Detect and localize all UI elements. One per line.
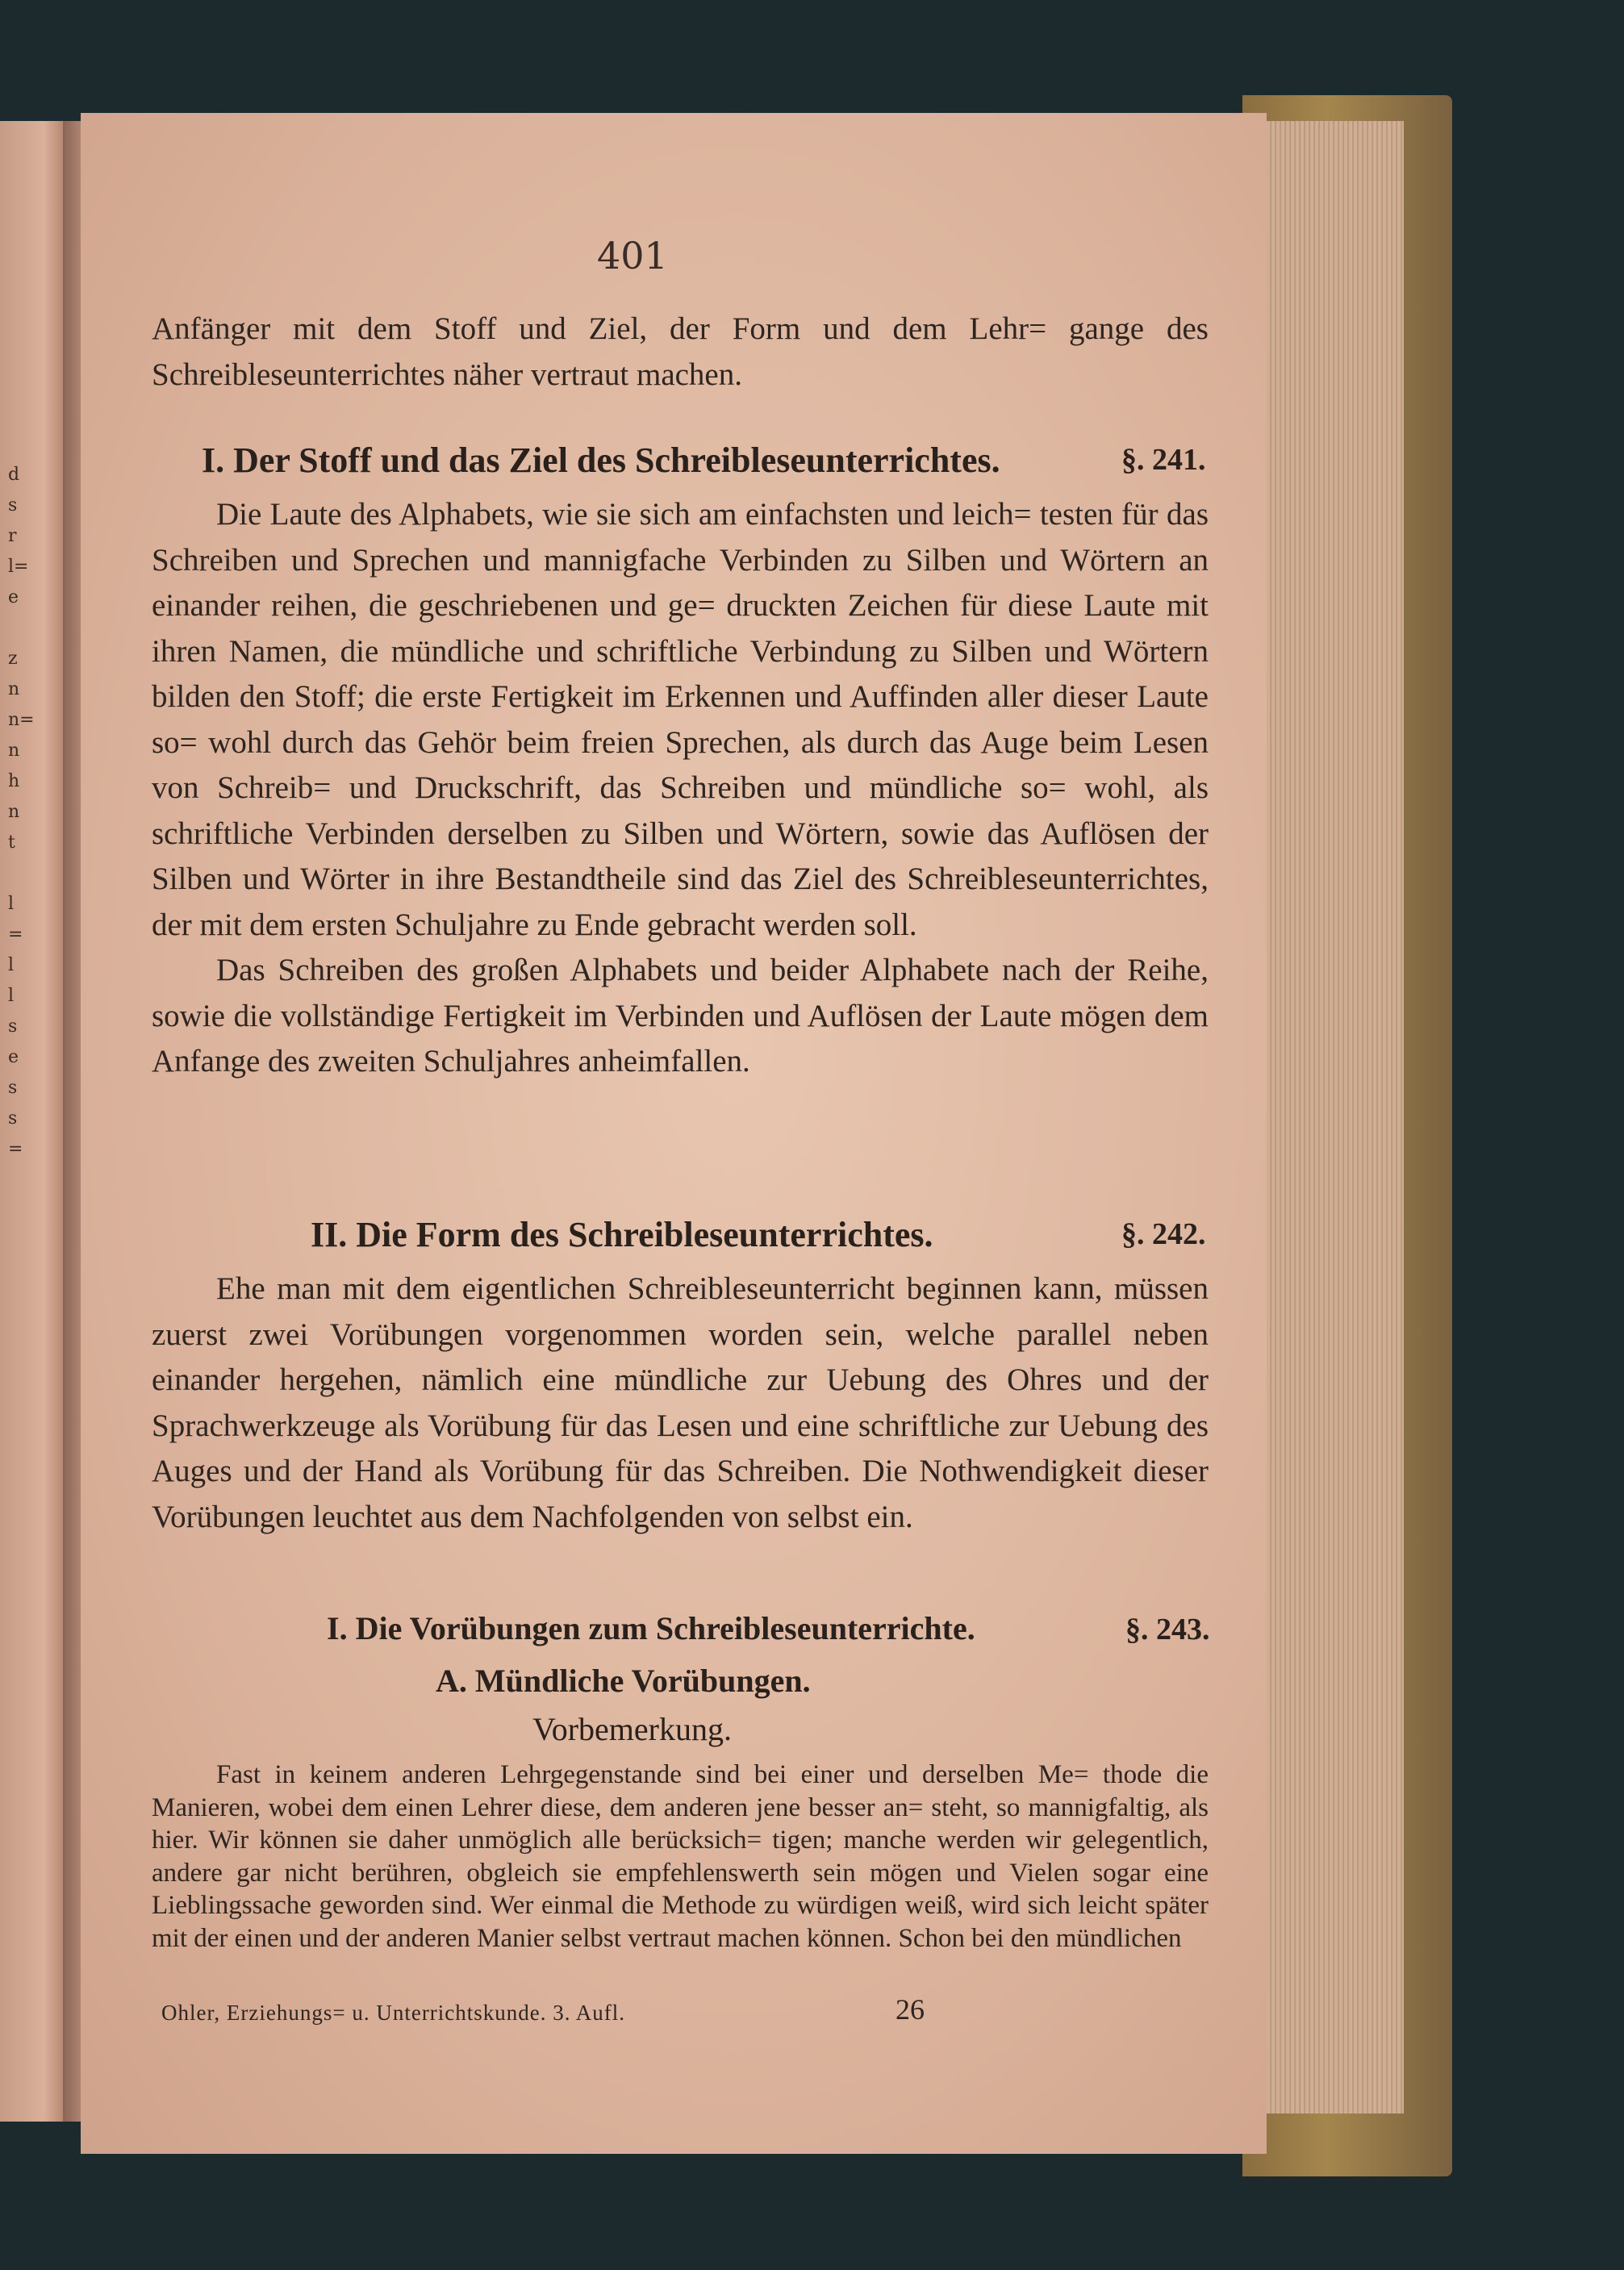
- footer-signature: 26: [895, 1993, 925, 2026]
- section-2-paragraph-mark: §. 242.: [1121, 1217, 1206, 1251]
- left-page-fragment: l: [8, 955, 15, 975]
- section-1-paragraph-2: Das Schreiben des großen Alphabets und beider Alphabete nach der Reihe, sowie die vollständige Fertigkeit im Verbinden und Auflösen der Laute mögen dem Anfange des zweiten Schuljahres anheimfallen.: [152, 953, 1209, 1079]
- section-3-subsubheading: Vorbemerkung.: [532, 1711, 732, 1747]
- section-1-heading: I. Der Stoff und das Ziel des Schreiblesеunterrichtes.: [202, 440, 1000, 480]
- section-2-paragraph-1: Ehe man mit dem eigentlichen Schreiblesеunterricht beginnen kann, müssen zuerst zwei Vorübungen vorgenommen worden sein, welche parallel neben einander hergehen, nämlich eine mündliche zur Uebung des Ohres und der Sprachwerkzeuge als Vorübung für das Lesen und eine schriftliche zur Uebung des Auges und der Hand als Vorübung für das Schreiben. Die Nothwendigkeit dieser Vorübungen leuchtet aus dem Nachfolgenden von selbst ein.: [152, 1271, 1209, 1534]
- left-page-fragment: l: [8, 894, 15, 914]
- section-3-paragraph-1: Fast in keinem anderen Lehrgegenstande sind bei einer und derselben Me= thode die Manieren, wobei dem einen Lehrer diese, dem anderen jene besser an= steht, so mannigfaltig, als hier. Wir können sie daher unmöglich alle berücksich= tigen; manche werden wir gelegentlich, andere gar nicht berühren, obgleich sie empfehlenswerth sein mögen und Vielen sogar eine Lieblingssache geworden sind. Wer einmal die Methode zu würdigen weiß, wird sich leicht später mit der einen und der anderen Manier selbst vertraut machen können. Schon bei den mündlichen: [152, 1760, 1209, 1953]
- section-3-paragraph-mark: §. 243.: [1125, 1613, 1210, 1646]
- left-page-fragment: l: [8, 986, 15, 1006]
- left-page-fragment: e: [8, 1047, 19, 1067]
- left-page-fragment: =: [8, 924, 23, 945]
- section-3-body: [152, 1759, 1209, 1955]
- intro-text: [152, 307, 1209, 398]
- left-page-fragments: [8, 460, 40, 1165]
- left-page-fragment: n=: [8, 710, 35, 730]
- left-page-fragment: [8, 858, 40, 889]
- left-page-fragment: l=: [8, 557, 29, 577]
- section-2-heading: II. Die Form des Schreiblesеunterrichtes.: [311, 1215, 933, 1254]
- left-page-fragment: s: [8, 1078, 18, 1098]
- left-page-fragment: d: [8, 465, 20, 485]
- left-page-fragment: =: [8, 1139, 23, 1159]
- section-2-body: [152, 1266, 1209, 1540]
- left-page-fragment: r: [8, 526, 17, 546]
- left-page-fragment: [8, 613, 40, 644]
- section-3-subheading: A. Mündliche Vorübungen.: [436, 1663, 811, 1699]
- left-page-fragment: n: [8, 679, 20, 699]
- left-page-fragment: s: [8, 1016, 18, 1037]
- left-page-fragment: e: [8, 587, 19, 607]
- page-number: 401: [597, 234, 668, 277]
- left-page-fragment: n: [8, 741, 20, 761]
- left-page-fragment: n: [8, 802, 20, 822]
- section-1-paragraph-mark: §. 241.: [1121, 443, 1206, 477]
- book-page: [81, 113, 1267, 2154]
- left-page-fragment: t: [8, 832, 15, 853]
- section-1-body: [152, 492, 1209, 1085]
- left-page-fragment: z: [8, 649, 18, 669]
- footer-citation: Ohler, Erziehungs= u. Unterrichtskunde. 3. Aufl.: [161, 2001, 626, 2025]
- intro-paragraph: Anfänger mit dem Stoff und Ziel, der Form und dem Lehr= gange des Schreiblesеunterrichtes näher vertraut machen.: [152, 311, 1209, 392]
- left-page-fragment: s: [8, 1108, 18, 1129]
- left-page-fragment: h: [8, 771, 20, 791]
- left-page-edge: [0, 121, 63, 2122]
- page-stack-edge: [1263, 121, 1404, 2114]
- section-3-heading: I. Die Vorübungen zum Schreiblesеunterrichte.: [327, 1610, 975, 1646]
- left-page-fragment: s: [8, 495, 18, 515]
- section-1-paragraph-1: Die Laute des Alphabets, wie sie sich am einfachsten und leich= testen für das Schreiben und Sprechen und mannigfache Verbinden zu Silben und Wörtern an einander reihen, die geschriebenen und ge= druckten Zeichen für diese Laute mit ihren Namen, die mündliche und schriftliche Verbindung zu Silben und Wörtern bilden den Stoff; die erste Fertigkeit im Erkennen und Auffinden aller dieser Laute so= wohl durch das Gehör beim freien Sprechen, als durch das Auge beim Lesen von Schreib= und Druckschrift, das Schreiben und mündliche so= wohl, als schriftliche Verbinden derselben zu Silben und Wörtern, sowie das Auflösen der Silben und Wörter in ihre Bestandtheile sind das Ziel des Schreiblesеunterrichtes, der mit dem ersten Schuljahre zu Ende gebracht werden soll.: [152, 497, 1209, 942]
